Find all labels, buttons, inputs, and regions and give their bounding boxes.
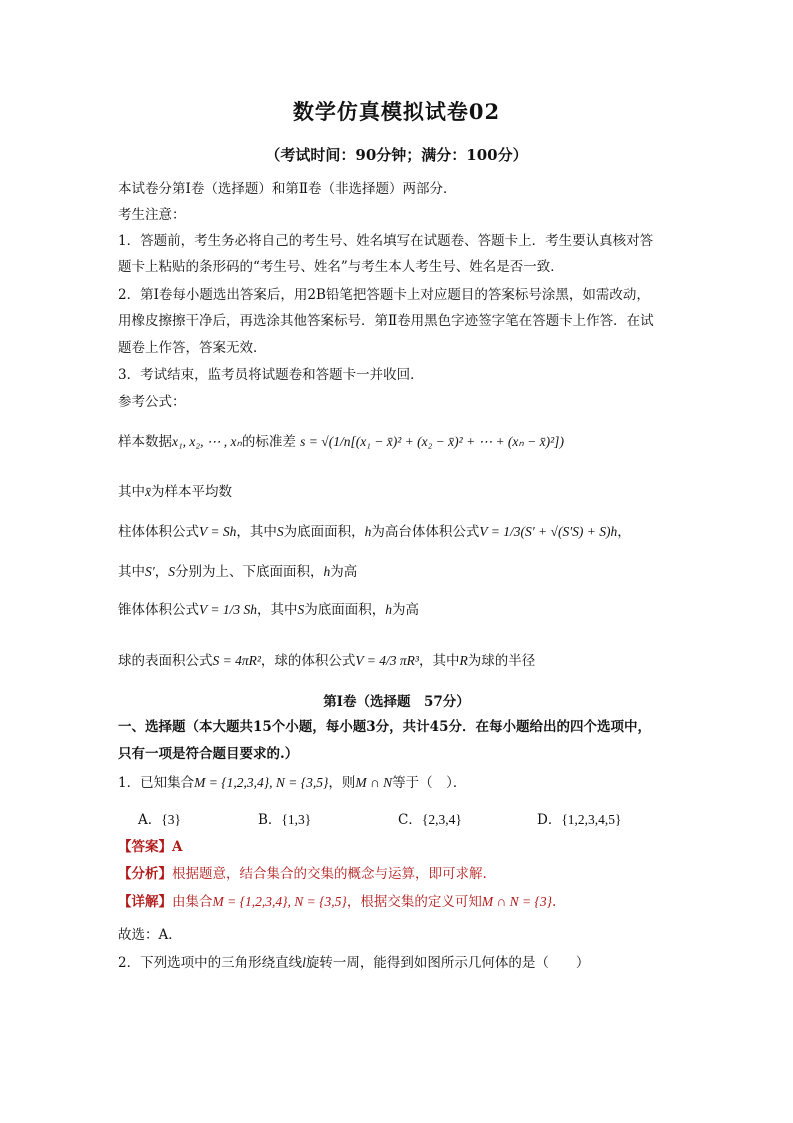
cone-mid: ，其中 bbox=[257, 602, 298, 618]
q1-suffix: 等于（ ）． bbox=[392, 775, 467, 791]
cone-height: 为高 bbox=[392, 602, 419, 618]
std-mid: 的标准差 bbox=[241, 434, 296, 450]
cone-base: 为底面面积， bbox=[304, 602, 386, 618]
choice-line: 故选：A． bbox=[118, 927, 182, 943]
detail-prefix: 由集合 bbox=[172, 894, 213, 910]
sphere-mid: ，其中 bbox=[418, 653, 460, 669]
cone-expression: V = 1/3 Sh bbox=[199, 602, 257, 617]
frustum-note-prefix: 其中 bbox=[118, 564, 145, 580]
mean-note bbox=[118, 482, 698, 502]
sphere-volume-expression: V = 4/3 πR³ bbox=[355, 653, 419, 668]
frustum-note-end: 为高 bbox=[330, 564, 358, 580]
analysis-text: 根据题意，结合集合的交集的概念与运算，即可求解. bbox=[172, 866, 487, 882]
part1-instructions-b: 只有一项是符合题目要求的.） bbox=[118, 746, 299, 762]
notice-2c: 题卷上作答，答案无效． bbox=[118, 340, 267, 356]
cone-h: h bbox=[385, 602, 392, 617]
formula-label: 参考公式： bbox=[118, 394, 186, 410]
answer-value: A bbox=[172, 839, 183, 855]
q2-line-var: l bbox=[302, 955, 306, 970]
q1-option-c-label: C． bbox=[398, 812, 422, 828]
notice-1b: 题卡上粘贴的条形码的“考生号、姓名”与考生本人考生号、姓名是否一致． bbox=[118, 259, 564, 275]
notice-label: 考生注意： bbox=[118, 207, 186, 223]
q1-option-a-label: A． bbox=[138, 812, 162, 828]
analysis-line bbox=[118, 864, 698, 884]
q1-sets: M = {1,2,3,4}, N = {3,5} bbox=[194, 775, 329, 790]
cone-formula bbox=[118, 600, 698, 620]
section-title: 第Ⅰ卷（选择题 57分） bbox=[323, 694, 470, 710]
detail-label: 【详解】 bbox=[118, 894, 172, 910]
q1-option-a-value: {3} bbox=[161, 812, 181, 827]
prism-S: S bbox=[276, 524, 284, 539]
frustum-expression: V = 1/3(S′ + √(S′S) + S)h bbox=[479, 524, 618, 539]
exam-title: 数学仿真模拟试卷02 bbox=[292, 99, 501, 124]
prism-base: 为底面面积， bbox=[283, 524, 365, 540]
notice-2a: 2．第Ⅰ卷每小题选出答案后，用2B铅笔把答题卡上对应题目的答案标号涂黑，如需改动， bbox=[118, 287, 650, 303]
q1-option-a[interactable] bbox=[138, 808, 181, 828]
q2-suffix: 旋转一周，能得到如图所示几何体的是（ ） bbox=[305, 955, 590, 971]
frustum-S: S bbox=[168, 564, 175, 579]
question-1 bbox=[118, 773, 698, 793]
q1-option-d[interactable] bbox=[537, 808, 622, 828]
frustum-label: 为高台体体积公式 bbox=[371, 524, 480, 540]
q1-option-d-label: D． bbox=[537, 812, 562, 828]
analysis-label: 【分析】 bbox=[118, 866, 172, 882]
detail-line bbox=[118, 892, 698, 912]
detail-mid: ，根据交集的定义可知 bbox=[346, 894, 482, 910]
sphere-R: R bbox=[459, 653, 468, 668]
std-expression: s = √(1/n[(x₁ − x̄)² + (x₂ − x̄)² + ⋯ + (xₙ − x̄)²]) bbox=[300, 434, 564, 449]
detail-suffix: . bbox=[552, 894, 557, 910]
std-prefix: 样本数据 bbox=[118, 434, 172, 450]
frustum-note-mid: 分别为上、下底面面积， bbox=[174, 564, 324, 580]
frustum-note-comma: ， bbox=[154, 564, 169, 580]
cone-label: 锥体体积公式 bbox=[118, 602, 199, 618]
prism-expression: V = Sh bbox=[199, 524, 237, 539]
q1-option-b-value: {1,3} bbox=[281, 812, 312, 827]
notice-1a: 1．答题前，考生务必将自己的考生号、姓名填写在试题卷、答题卡上．考生要认真核对答 bbox=[118, 233, 654, 249]
std-formula bbox=[118, 432, 698, 452]
q1-prefix: 1．已知集合 bbox=[118, 775, 195, 791]
detail-result: M ∩ N = {3} bbox=[481, 894, 552, 909]
q1-option-d-value: {1,2,3,4,5} bbox=[561, 812, 622, 827]
notice-2b: 用橡皮擦擦干净后，再选涂其他答案标号．第Ⅱ卷用黑色字迹签字笔在答题卡上作答．在试 bbox=[118, 313, 654, 329]
sphere-area-label: 球的表面积公式 bbox=[118, 653, 213, 669]
q1-expr: M ∩ N bbox=[355, 775, 393, 790]
std-vars: x₁, x₂, ⋯ , xₙ bbox=[172, 434, 242, 449]
exam-subtitle: （考试时间：90分钟；满分：100分） bbox=[265, 146, 528, 164]
sphere-area-expression: S = 4πR² bbox=[212, 653, 261, 668]
q1-option-c[interactable] bbox=[398, 808, 462, 828]
q1-option-c-value: {2,3,4} bbox=[421, 812, 462, 827]
q1-mid: ，则 bbox=[328, 775, 356, 791]
q1-option-b-label: B． bbox=[258, 812, 282, 828]
prism-mid: ，其中 bbox=[236, 524, 277, 540]
part1-instructions-a: 一、选择题（本大题共15个小题，每小题3分，共计45分．在每小题给出的四个选项中， bbox=[118, 719, 651, 735]
frustum-note bbox=[118, 562, 698, 582]
notice-3: 3．考试结束，监考员将试题卷和答题卡一并收回． bbox=[118, 367, 424, 383]
answer-label: 【答案】 bbox=[118, 839, 172, 855]
detail-sets: M = {1,2,3,4}, N = {3,5} bbox=[212, 894, 347, 909]
mean-note-suffix: 为样本平均数 bbox=[151, 484, 232, 500]
frustum-Sprime: S′ bbox=[145, 564, 155, 579]
cone-S: S bbox=[297, 602, 305, 617]
sphere-volume-label: ，球的体积公式 bbox=[260, 653, 356, 669]
question-2 bbox=[118, 953, 698, 973]
intro-text: 本试卷分第Ⅰ卷（选择题）和第Ⅱ卷（非选择题）两部分． bbox=[118, 181, 457, 197]
q1-option-b[interactable] bbox=[258, 808, 311, 828]
prism-h: h bbox=[364, 524, 372, 539]
mean-var: x̄ bbox=[145, 484, 151, 499]
prism-formula: 柱体体积公式V = Sh，其中S为底面面积，h为高台体体积公式V = 1/3(S′ + √(S′S) + S)h， bbox=[118, 524, 631, 540]
answer-line bbox=[118, 837, 698, 857]
frustum-h: h bbox=[323, 564, 331, 579]
sphere-end: 为球的半径 bbox=[467, 653, 536, 669]
q2-prefix: 2．下列选项中的三角形绕直线 bbox=[118, 955, 303, 971]
sphere-formula bbox=[118, 651, 698, 671]
prism-label: 柱体体积公式 bbox=[118, 524, 199, 540]
mean-note-prefix: 其中 bbox=[118, 484, 145, 500]
